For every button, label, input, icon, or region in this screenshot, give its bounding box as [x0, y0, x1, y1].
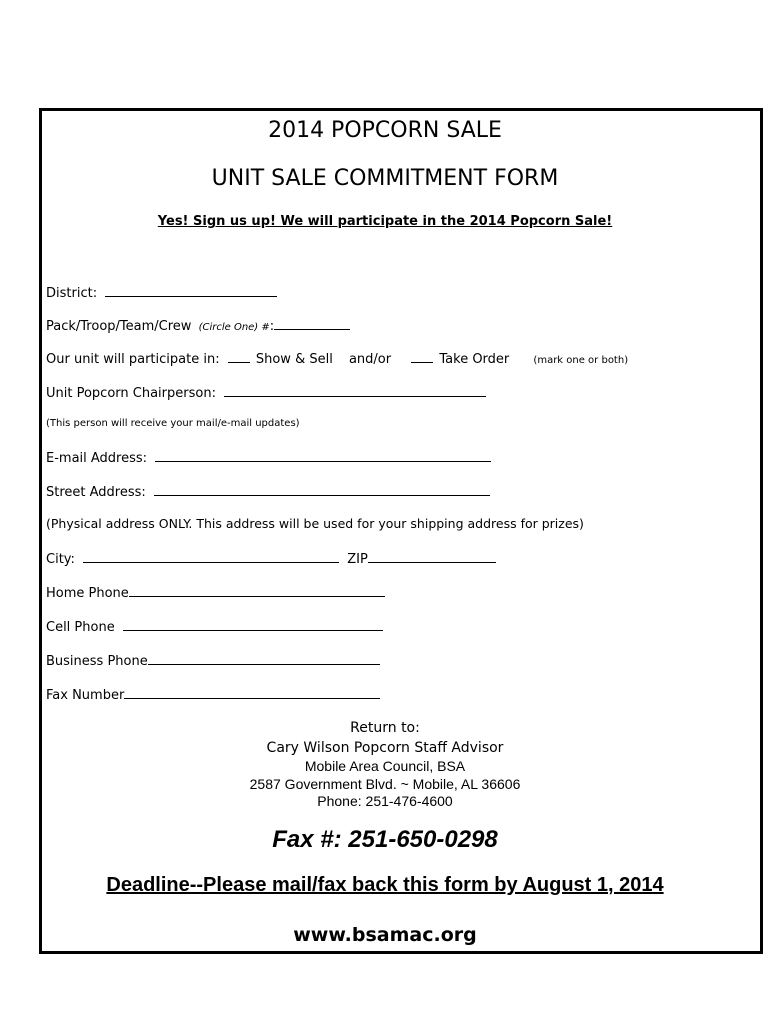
- cell-phone-field[interactable]: [123, 618, 383, 631]
- business-phone-label: Business Phone: [46, 654, 148, 669]
- website-link[interactable]: www.bsamac.org: [293, 924, 477, 946]
- email-field[interactable]: [155, 449, 491, 462]
- business-phone-row: [46, 652, 380, 669]
- chairperson-field[interactable]: [224, 384, 486, 397]
- cell-phone-row: [46, 618, 383, 635]
- return-name: Cary Wilson Popcorn Staff Advisor: [266, 740, 504, 756]
- street-row: [46, 483, 490, 500]
- pack-row: [46, 317, 350, 334]
- business-phone-field[interactable]: [148, 652, 380, 665]
- show-sell-label: Show & Sell: [255, 352, 333, 367]
- form-title: 2014 POPCORN SALE: [268, 118, 502, 143]
- mark-note: (mark one or both): [533, 355, 629, 366]
- street-label: Street Address:: [46, 485, 146, 500]
- fax-number-row: [46, 686, 380, 703]
- return-phone: Phone: 251-476-4600: [317, 793, 453, 809]
- district-label: District:: [46, 286, 98, 301]
- deadline-notice: Deadline--Please mail/fax back this form by August 1, 2014: [106, 874, 664, 896]
- street-field[interactable]: [154, 483, 490, 496]
- zip-label: ZIP: [347, 552, 368, 567]
- email-label: E-mail Address:: [46, 451, 148, 466]
- take-order-label: Take Order: [439, 352, 510, 367]
- pack-label: Pack/Troop/Team/Crew: [46, 319, 192, 334]
- return-label: Return to:: [350, 720, 420, 736]
- return-address: 2587 Government Blvd. ~ Mobile, AL 36606: [249, 776, 521, 792]
- city-label: City:: [46, 552, 75, 567]
- city-field[interactable]: [83, 550, 339, 563]
- district-field[interactable]: [105, 284, 277, 297]
- show-sell-checkbox[interactable]: [228, 350, 250, 363]
- fax-heading: Fax #: 251-650-0298: [272, 826, 498, 853]
- fax-number-field[interactable]: [124, 686, 380, 699]
- pack-colon: :: [269, 319, 275, 334]
- pack-circle-note: (Circle One) #: [198, 322, 270, 333]
- physical-note: (Physical address ONLY. This address will be used for your shipping address for prizes): [46, 516, 584, 531]
- chairperson-row: [46, 384, 486, 401]
- home-phone-label: Home Phone: [46, 586, 129, 601]
- take-order-checkbox[interactable]: [411, 350, 433, 363]
- form-subtitle: UNIT SALE COMMITMENT FORM: [211, 166, 559, 191]
- fax-number-label: Fax Number: [46, 688, 125, 703]
- home-phone-row: [46, 584, 385, 601]
- city-row: [46, 550, 496, 567]
- participate-label: Our unit will participate in:: [46, 352, 220, 367]
- district-row: [46, 284, 277, 301]
- signup-tagline: Yes! Sign us up! We will participate in the 2014 Popcorn Sale!: [157, 214, 613, 229]
- zip-field[interactable]: [368, 550, 496, 563]
- return-org: Mobile Area Council, BSA: [304, 758, 466, 774]
- andor-label: and/or: [348, 352, 392, 367]
- email-row: [46, 449, 491, 466]
- cell-phone-label: Cell Phone: [46, 620, 115, 635]
- home-phone-field[interactable]: [129, 584, 385, 597]
- chairperson-label: Unit Popcorn Chairperson:: [46, 386, 216, 401]
- chair-note: (This person will receive your mail/e-mail updates): [46, 418, 300, 429]
- participate-row: [46, 350, 646, 367]
- pack-number-field[interactable]: [274, 317, 350, 330]
